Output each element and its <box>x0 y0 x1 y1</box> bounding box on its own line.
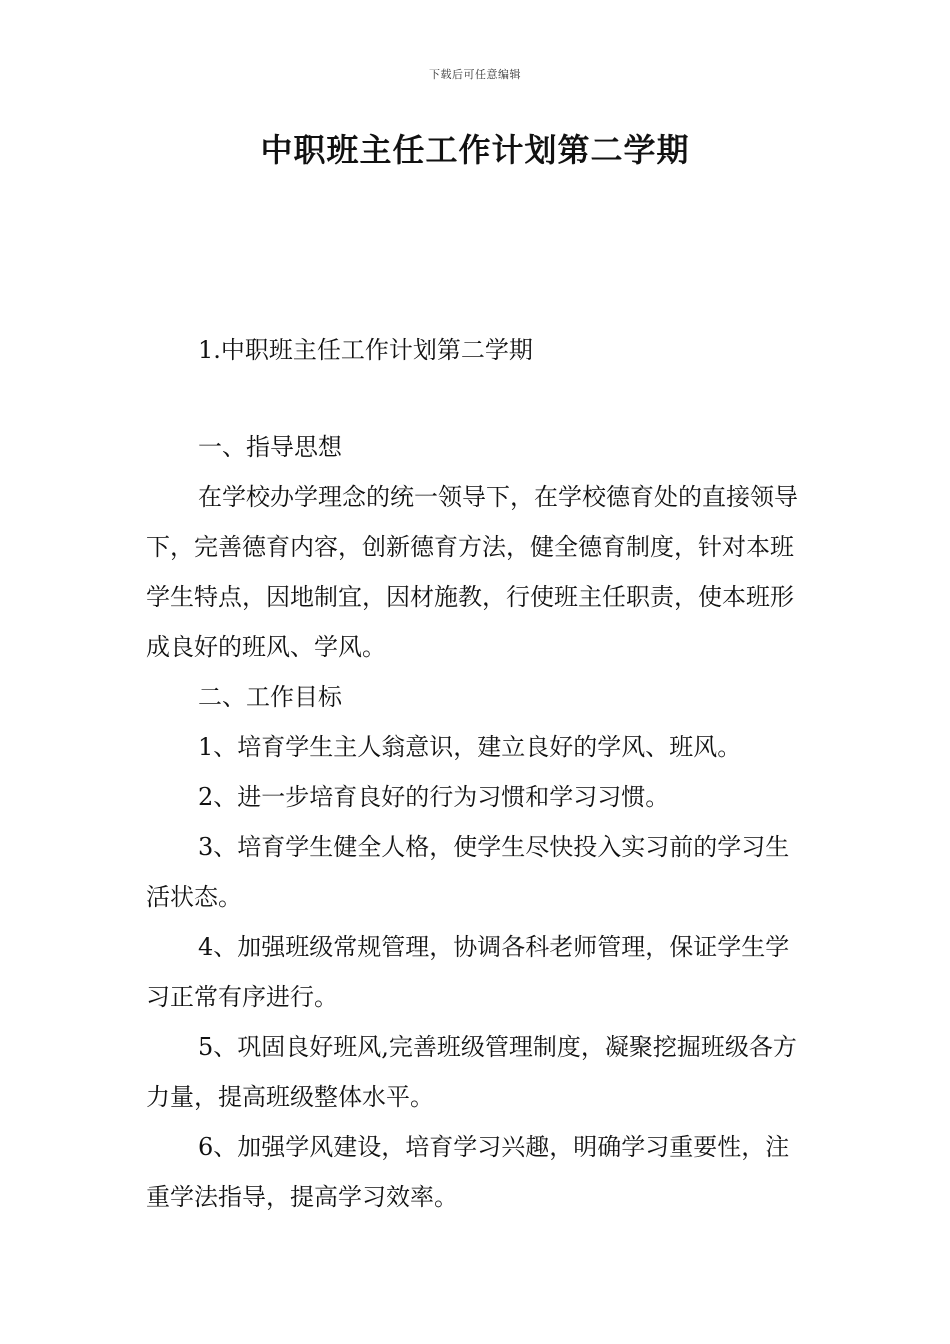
heading-work-goals: 二、工作目标 <box>198 683 342 711</box>
section-title: 1.中职班主任工作计划第二学期 <box>198 336 533 364</box>
goal-item-3: 3、培育学生健全人格，使学生尽快投入实习前的学习生活状态。 <box>146 833 790 911</box>
document-title: 中职班主任工作计划第二学期 <box>260 131 690 169</box>
goal-item-5: 5、巩固良好班风,完善班级管理制度，凝聚挖掘班级各方力量，提高班级整体水平。 <box>146 1033 797 1111</box>
heading-guiding-thought: 一、指导思想 <box>198 433 342 461</box>
header-note: 下载后可任意编辑 <box>429 68 521 81</box>
goal-item-6: 6、加强学风建设，培育学习兴趣，明确学习重要性，注重学法指导，提高学习效率。 <box>146 1133 790 1211</box>
goal-item-2: 2、进一步培育良好的行为习惯和学习习惯。 <box>198 783 670 811</box>
document-body <box>146 422 812 1222</box>
paragraph-guiding-thought: 在学校办学理念的统一领导下，在学校德育处的直接领导下，完善德育内容，创新德育方法，健全德育制度，针对本班学生特点，因地制宜，因材施教，行使班主任职责，使本班形成良好的班风、学风。 <box>146 483 798 661</box>
goal-item-4: 4、加强班级常规管理，协调各科老师管理，保证学生学习正常有序进行。 <box>146 933 790 1011</box>
goal-item-1: 1、培育学生主人翁意识，建立良好的学风、班风。 <box>198 733 742 761</box>
